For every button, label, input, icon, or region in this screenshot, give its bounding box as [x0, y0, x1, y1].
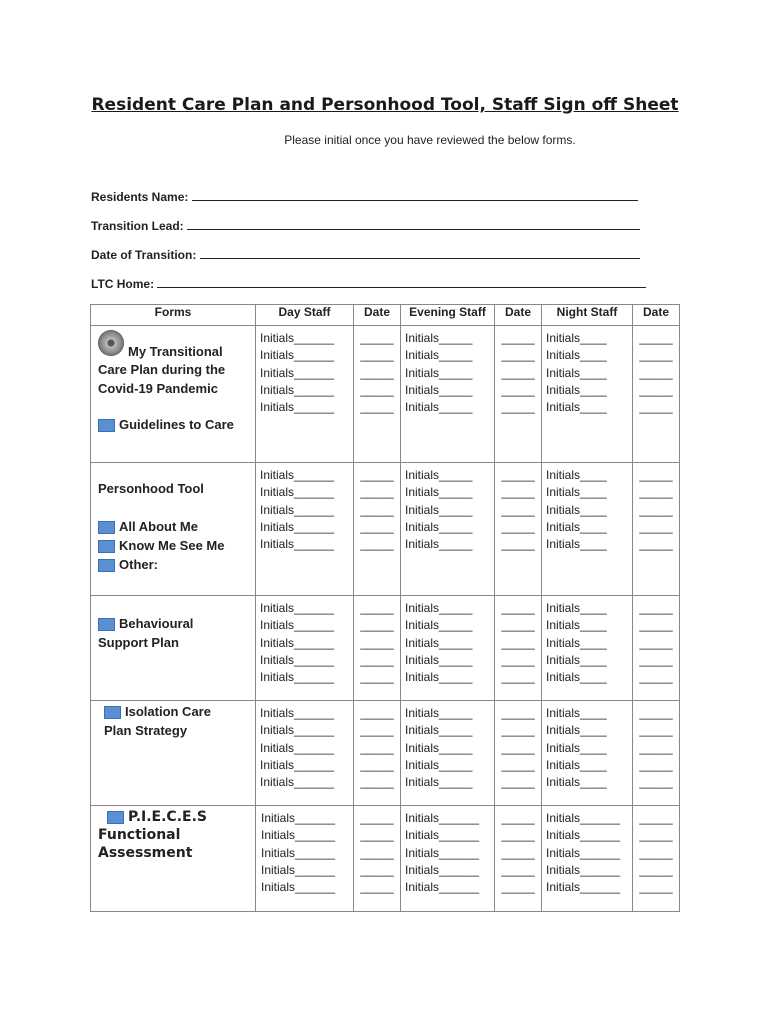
date-line[interactable]: _____	[360, 502, 394, 517]
initials-line[interactable]: Initials____	[546, 635, 607, 650]
date-of-transition-field[interactable]	[91, 248, 640, 262]
initials-line[interactable]: Initials_____	[405, 757, 473, 772]
date-line[interactable]: _____	[501, 723, 535, 738]
date-cell	[633, 463, 680, 596]
day-staff-cell	[256, 701, 354, 806]
ltc-home-label: LTC Home:	[91, 277, 155, 291]
date-line[interactable]: _____	[639, 400, 673, 415]
initials-line[interactable]: Initials______	[405, 880, 480, 895]
initials-line[interactable]: Initials______	[260, 382, 335, 397]
initials-line[interactable]: Initials_____	[405, 348, 473, 363]
date-line[interactable]: _____	[360, 845, 394, 860]
initials-line[interactable]: Initials______	[260, 519, 335, 534]
date-line[interactable]: _____	[501, 502, 535, 517]
date-line[interactable]: _____	[501, 635, 535, 650]
date-line[interactable]: _____	[360, 618, 394, 633]
initials-line[interactable]: Initials____	[546, 382, 607, 397]
date-cell	[354, 326, 401, 463]
date-line[interactable]: _____	[501, 331, 535, 345]
initials-line[interactable]: Initials______	[546, 828, 621, 843]
initials-line[interactable]: Initials______	[546, 880, 621, 895]
ltc-home-field[interactable]	[91, 277, 646, 291]
initials-line[interactable]: Initials____	[546, 348, 607, 363]
date-line[interactable]: _____	[360, 348, 394, 363]
date-line[interactable]: _____	[501, 670, 535, 685]
date-line[interactable]: _____	[360, 519, 394, 534]
date-line[interactable]: _____	[360, 382, 394, 397]
date-line[interactable]: _____	[639, 740, 673, 755]
table-row	[91, 463, 680, 596]
initials-line[interactable]: Initials_____	[405, 706, 473, 720]
night-staff-cell	[542, 701, 633, 806]
residents-name-field[interactable]	[91, 190, 638, 204]
evening-staff-cell	[401, 326, 495, 463]
night-staff-cell	[542, 326, 633, 463]
checkbox-icon[interactable]	[98, 419, 115, 432]
date-line[interactable]: _____	[360, 811, 394, 825]
date-line[interactable]: _____	[639, 618, 673, 633]
initials-line[interactable]: Initials_____	[405, 400, 473, 415]
date-cell	[495, 596, 542, 701]
initials-line[interactable]: Initials_____	[405, 601, 473, 615]
initials-line[interactable]: Initials____	[546, 757, 607, 772]
date-line[interactable]: _____	[639, 723, 673, 738]
initials-line[interactable]: Initials____	[546, 740, 607, 755]
form-cell-pieces-assessment: P.I.E.C.E.S Functional Assessment	[91, 806, 256, 912]
transition-lead-label: Transition Lead:	[91, 219, 184, 233]
night-staff-cell	[542, 463, 633, 596]
initials-line[interactable]: Initials_____	[405, 537, 473, 552]
date-line[interactable]: _____	[639, 519, 673, 534]
initials-line[interactable]: Initials_____	[405, 382, 473, 397]
day-staff-cell	[256, 596, 354, 701]
initials-line[interactable]: Initials_____	[405, 652, 473, 667]
initials-line[interactable]: Initials______	[405, 828, 480, 843]
date-line[interactable]: _____	[639, 502, 673, 517]
initials-line[interactable]: Initials______	[546, 845, 621, 860]
residents-name-label: Residents Name:	[91, 190, 189, 204]
date-cell	[354, 806, 401, 912]
evening-staff-cell	[401, 596, 495, 701]
form-cell-isolation-care-plan: Isolation Care Plan Strategy	[91, 701, 256, 806]
table-row	[91, 596, 680, 701]
date-line[interactable]: _____	[639, 468, 673, 482]
checkbox-icon[interactable]	[104, 706, 121, 719]
date-line[interactable]: _____	[639, 331, 673, 345]
initials-line[interactable]: Initials______	[260, 601, 335, 615]
date-line[interactable]: _____	[639, 828, 673, 843]
initials-line[interactable]: Initials_____	[405, 670, 473, 685]
date-line[interactable]: _____	[360, 601, 394, 615]
date-cell	[354, 701, 401, 806]
date-line[interactable]: _____	[639, 485, 673, 500]
residents-name-line[interactable]	[192, 190, 638, 201]
initials-line[interactable]: Initials_____	[405, 331, 473, 345]
initials-line[interactable]: Initials_____	[405, 618, 473, 633]
initials-line[interactable]: Initials______	[260, 635, 335, 650]
date-line[interactable]: _____	[639, 601, 673, 615]
table-row	[91, 326, 680, 463]
initials-line[interactable]: Initials_____	[405, 468, 473, 482]
initials-line[interactable]: Initials______	[260, 502, 335, 517]
initials-line[interactable]: Initials____	[546, 331, 607, 345]
initials-line[interactable]: Initials______	[260, 348, 335, 363]
date-line[interactable]: _____	[360, 828, 394, 843]
form-cell-behavioural-support-plan: Behavioural Support Plan	[91, 596, 256, 701]
date-line[interactable]: _____	[639, 862, 673, 877]
date-line[interactable]: _____	[501, 775, 535, 790]
date-line[interactable]: _____	[501, 828, 535, 843]
initials-line[interactable]: Initials_____	[405, 365, 473, 380]
date-line[interactable]: _____	[360, 862, 394, 877]
initials-line[interactable]: Initials______	[260, 365, 335, 380]
ltc-home-line[interactable]	[157, 277, 646, 288]
date-line[interactable]: _____	[360, 723, 394, 738]
initials-line[interactable]: Initials______	[261, 862, 336, 877]
date-cell	[495, 463, 542, 596]
initials-line[interactable]: Initials______	[260, 618, 335, 633]
date-cell	[633, 326, 680, 463]
checkbox-icon[interactable]	[98, 618, 115, 631]
date-cell	[633, 596, 680, 701]
evening-staff-cell	[401, 701, 495, 806]
initials-line[interactable]: Initials____	[546, 400, 607, 415]
table-row	[91, 806, 680, 912]
date-line[interactable]: _____	[501, 348, 535, 363]
form-item-transitional-care-plan: My Transitional	[98, 330, 255, 356]
day-staff-cell	[256, 806, 354, 912]
date-line[interactable]: _____	[639, 382, 673, 397]
date-line[interactable]: _____	[639, 845, 673, 860]
date-cell	[633, 806, 680, 912]
signoff-table	[90, 304, 680, 912]
form-item-know-me-see-me[interactable]: Know Me See Me	[98, 536, 255, 555]
date-line[interactable]: _____	[501, 652, 535, 667]
date-line[interactable]: _____	[360, 740, 394, 755]
date-line[interactable]: _____	[639, 811, 673, 825]
evening-staff-cell	[401, 806, 495, 912]
form-item-all-about-me[interactable]: All About Me	[98, 517, 255, 536]
day-staff-cell	[256, 326, 354, 463]
date-line[interactable]: _____	[360, 706, 394, 720]
date-line[interactable]: _____	[501, 365, 535, 380]
date-cell	[495, 326, 542, 463]
header-date: Date	[495, 305, 542, 326]
instruction-text: Please initial once you have reviewed the below forms.	[284, 133, 576, 147]
initials-line[interactable]: Initials______	[260, 670, 335, 685]
header-forms: Forms	[91, 305, 256, 326]
date-line[interactable]: _____	[360, 537, 394, 552]
initials-line[interactable]: Initials______	[260, 468, 335, 482]
initials-line[interactable]: Initials____	[546, 485, 607, 500]
form-cell-personhood-tool	[91, 463, 256, 596]
night-staff-cell	[542, 596, 633, 701]
date-line[interactable]: _____	[501, 468, 535, 482]
checkbox-icon[interactable]	[107, 811, 124, 824]
date-line[interactable]: _____	[360, 485, 394, 500]
initials-line[interactable]: Initials______	[405, 811, 480, 825]
date-line[interactable]: _____	[639, 757, 673, 772]
initials-line[interactable]: Initials_____	[405, 485, 473, 500]
initials-line[interactable]: Initials____	[546, 775, 607, 790]
form-item-other[interactable]: Other:	[98, 555, 255, 574]
initials-line[interactable]: Initials______	[260, 331, 335, 345]
date-line[interactable]: _____	[501, 740, 535, 755]
initials-line[interactable]: Initials____	[546, 365, 607, 380]
date-cell	[495, 806, 542, 912]
checkbox-icon[interactable]	[98, 559, 115, 572]
table-header-row	[91, 305, 680, 326]
date-line[interactable]: _____	[501, 382, 535, 397]
initials-line[interactable]: Initials_____	[405, 635, 473, 650]
initials-line[interactable]: Initials______	[260, 757, 335, 772]
initials-line[interactable]: Initials____	[546, 537, 607, 552]
initials-line[interactable]: Initials______	[405, 845, 480, 860]
checkbox-icon[interactable]	[98, 540, 115, 553]
initials-line[interactable]: Initials_____	[405, 502, 473, 517]
header-day-staff: Day Staff	[256, 305, 354, 326]
date-line[interactable]: _____	[501, 880, 535, 895]
header-date: Date	[633, 305, 680, 326]
date-line[interactable]: _____	[639, 635, 673, 650]
initials-line[interactable]: Initials____	[546, 519, 607, 534]
initials-line[interactable]: Initials______	[260, 400, 335, 415]
initials-line[interactable]: Initials____	[546, 723, 607, 738]
date-line[interactable]: _____	[639, 365, 673, 380]
date-line[interactable]: _____	[360, 365, 394, 380]
date-cell	[354, 596, 401, 701]
date-line[interactable]: _____	[639, 670, 673, 685]
header-evening-staff: Evening Staff	[401, 305, 495, 326]
date-line[interactable]: _____	[639, 880, 673, 895]
date-line[interactable]: _____	[639, 537, 673, 552]
initials-line[interactable]: Initials_____	[405, 519, 473, 534]
date-line[interactable]: _____	[501, 485, 535, 500]
date-line[interactable]: _____	[501, 601, 535, 615]
initials-line[interactable]: Initials______	[260, 723, 335, 738]
date-line[interactable]: _____	[360, 775, 394, 790]
initials-line[interactable]: Initials______	[260, 652, 335, 667]
form-item-guidelines-to-care[interactable]: Guidelines to Care	[98, 415, 255, 434]
date-line[interactable]: _____	[501, 862, 535, 877]
date-line[interactable]: _____	[639, 652, 673, 667]
initials-line[interactable]: Initials______	[260, 537, 335, 552]
date-line[interactable]: _____	[360, 757, 394, 772]
date-line[interactable]: _____	[360, 400, 394, 415]
header-night-staff: Night Staff	[542, 305, 633, 326]
date-line[interactable]: _____	[501, 757, 535, 772]
date-cell	[495, 701, 542, 806]
date-line[interactable]: _____	[360, 468, 394, 482]
initials-line[interactable]: Initials____	[546, 706, 607, 720]
form-cell-transitional-care-plan: My Transitional Care Plan during the Covid-19 Pandemic Guidelines to Care	[91, 326, 256, 463]
date-line[interactable]: _____	[501, 400, 535, 415]
cd-disc-icon	[98, 330, 124, 356]
transition-lead-line[interactable]	[187, 219, 640, 230]
initials-line[interactable]: Initials____	[546, 618, 607, 633]
initials-line[interactable]: Initials____	[546, 601, 607, 615]
form-item-isolation-care-plan[interactable]: Isolation Care	[104, 702, 255, 721]
transition-lead-field[interactable]	[91, 219, 640, 233]
day-staff-cell	[256, 463, 354, 596]
initials-line[interactable]: Initials______	[405, 862, 480, 877]
page-title: Resident Care Plan and Personhood Tool, Staff Sign off Sheet	[91, 95, 679, 115]
date-line[interactable]: _____	[639, 348, 673, 363]
table-row	[91, 701, 680, 806]
initials-line[interactable]: Initials____	[546, 670, 607, 685]
date-line[interactable]: _____	[501, 706, 535, 720]
date-line[interactable]: _____	[360, 331, 394, 345]
header-date: Date	[354, 305, 401, 326]
initials-line[interactable]: Initials______	[546, 811, 621, 825]
date-line[interactable]: _____	[639, 775, 673, 790]
date-line[interactable]: _____	[501, 537, 535, 552]
initials-line[interactable]: Initials____	[546, 652, 607, 667]
date-cell	[354, 463, 401, 596]
initials-line[interactable]: Initials______	[261, 880, 336, 895]
night-staff-cell	[542, 806, 633, 912]
date-line[interactable]: _____	[639, 706, 673, 720]
form-item-pieces[interactable]: P.I.E.C.E.S	[98, 808, 255, 826]
initials-line[interactable]: Initials____	[546, 502, 607, 517]
date-line[interactable]: _____	[360, 880, 394, 895]
initials-line[interactable]: Initials______	[260, 706, 335, 720]
initials-line[interactable]: Initials____	[546, 468, 607, 482]
checkbox-icon[interactable]	[98, 521, 115, 534]
date-line[interactable]: _____	[360, 635, 394, 650]
date-cell	[633, 701, 680, 806]
date-line[interactable]: _____	[501, 618, 535, 633]
initials-line[interactable]: Initials______	[546, 862, 621, 877]
date-line[interactable]: _____	[501, 811, 535, 825]
form-item-personhood-tool: Personhood Tool	[98, 481, 204, 496]
initials-line[interactable]: Initials______	[261, 811, 336, 825]
initials-line[interactable]: Initials______	[260, 775, 335, 790]
initials-line[interactable]: Initials______	[260, 485, 335, 500]
date-line[interactable]: _____	[501, 845, 535, 860]
initials-line[interactable]: Initials_____	[405, 740, 473, 755]
initials-line[interactable]: Initials______	[261, 828, 336, 843]
evening-staff-cell	[401, 463, 495, 596]
initials-line[interactable]: Initials_____	[405, 775, 473, 790]
initials-line[interactable]: Initials______	[260, 740, 335, 755]
form-item-behavioural-support-plan[interactable]: Behavioural	[98, 614, 255, 633]
date-line[interactable]: _____	[360, 652, 394, 667]
initials-line[interactable]: Initials______	[261, 845, 336, 860]
date-line[interactable]: _____	[360, 670, 394, 685]
initials-line[interactable]: Initials_____	[405, 723, 473, 738]
date-of-transition-line[interactable]	[200, 248, 640, 259]
date-of-transition-label: Date of Transition:	[91, 248, 197, 262]
date-line[interactable]: _____	[501, 519, 535, 534]
